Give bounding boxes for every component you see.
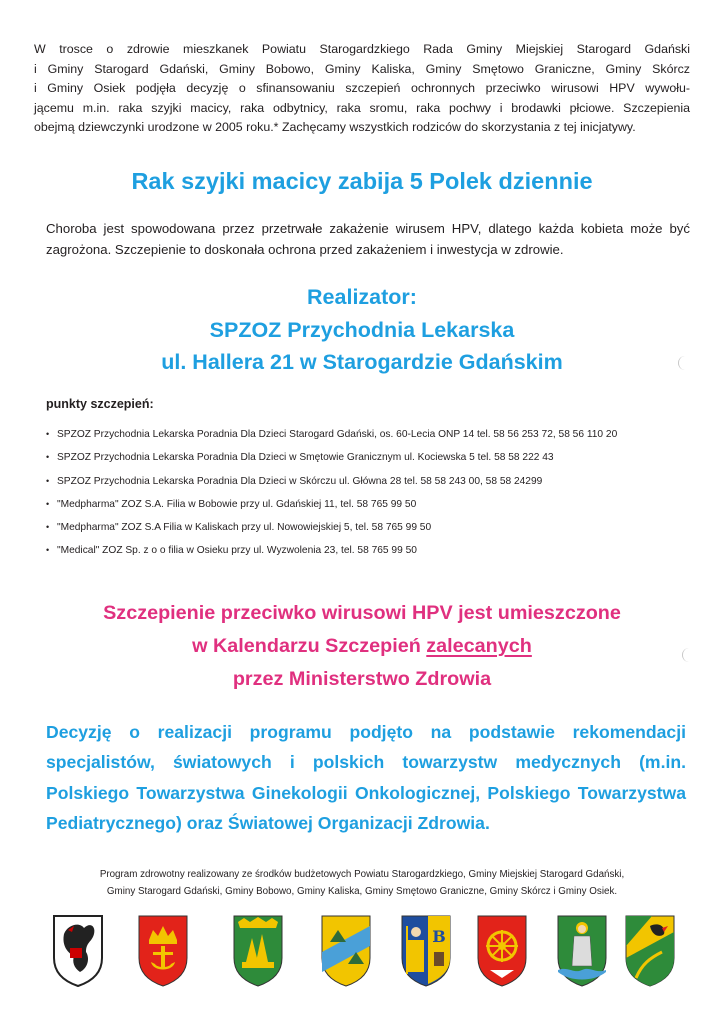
points-list xyxy=(46,423,696,563)
list-item: • SPZOZ Przychodnia Lekarska Poradnia Dla Dzieci w Skórczu ul. Główna 28 tel. 58 58 243 00, 58 58 24299 xyxy=(46,470,696,493)
points-title: punkty szczepień: xyxy=(46,397,154,411)
pink-line-2 xyxy=(0,630,724,663)
svg-text:B: B xyxy=(432,927,446,946)
punch-hole-mark xyxy=(682,648,693,662)
list-item: • SPZOZ Przychodnia Lekarska Poradnia Dla Dzieci w Smętowie Granicznym ul. Kociewska 5 tel. 58 58 222 43 xyxy=(46,446,696,469)
pink-line-2-text: w Kalendarzu Szczepień xyxy=(192,635,427,657)
saint-crest-icon xyxy=(554,912,610,988)
footer-line: Gminy Starogard Gdański, Gminy Bobowo, Gminy Kaliska, Gminy Smętowo Graniczne, Gminy Skórcz i Gminy Osiek. xyxy=(106,885,618,897)
realizator-block xyxy=(0,281,724,379)
intro-line: obejmą dziewczynki urodzone w 2005 roku.* Zachęcamy wszystkich rodziców do skorzystania z tej inicjatywy. xyxy=(34,120,636,135)
punch-hole-mark xyxy=(678,356,689,370)
recommended-underlined: zalecanych xyxy=(426,635,532,657)
funding-footer xyxy=(20,867,704,900)
vaccination-calendar-note xyxy=(0,597,724,696)
realizator-label: Realizator: xyxy=(307,285,417,309)
bishop-crest-icon xyxy=(398,912,454,988)
decision-paragraph: Decyzję o realizacji programu podjęto na podstawie rekomendacji specjalistów, światowych i polskich towarzystw medycznych (m.in. Polskiego Towarzystwa Ginekologii Onkologicznej, Polskiego Towarzystwa Pediatrycznego) oraz Światowej Organizacji Zdrowia. xyxy=(46,722,686,833)
griffin-crest-icon xyxy=(50,912,106,988)
fir-trees-crest-icon xyxy=(318,912,374,988)
list-item: • "Medical" ZOZ Sp. z o o filia w Osieku przy ul. Wyzwolenia 23, tel. 58 765 99 50 xyxy=(46,539,696,562)
intro-line: i Gminy Starogard Gdański, Gminy Bobowo, Gminy Kaliska, Gminy Smętowo Graniczne, Gminy Skórcz xyxy=(34,61,690,76)
realizator-name: SPZOZ Przychodnia Lekarska xyxy=(209,317,515,342)
realizator-address: ul. Hallera 21 w Starogardzie Gdańskim xyxy=(161,350,563,374)
intro-line: W trosce o zdrowie mieszkanek Powiatu Starogardzkiego Rada Gminy Miejskiej Starogard Gdański xyxy=(34,42,690,56)
intro-line: i Gminy Osiek podjęła decyzję o sfinansowaniu szczepień ochronnych przeciwko wirusowi HPV wywołu- xyxy=(34,81,690,96)
list-item: • "Medpharma" ZOZ S.A Filia w Kaliskach przy ul. Nowowiejskiej 5, tel. 58 765 99 50 xyxy=(46,516,696,539)
list-item: • SPZOZ Przychodnia Lekarska Poradnia Dla Dzieci Starogard Gdański, os. 60-Lecia ONP 14 tel. 58 56 253 72, 58 56 110 20 xyxy=(46,423,696,446)
crests-row xyxy=(0,912,724,1012)
cause-paragraph: Choroba jest spowodowana przez przetrwałe zakażenie wirusem HPV, dlatego każda kobieta może być zagrożona. Szczepienie to doskonała ochrona przed zakażeniem i inwestycja w zdrowie. xyxy=(46,221,690,257)
intro-paragraph xyxy=(34,40,690,138)
pink-line-1: Szczepienie przeciwko wirusowi HPV jest umieszczone xyxy=(103,602,621,624)
trees-crest-icon xyxy=(230,912,286,988)
pink-line-3: przez Ministerstwo Zdrowia xyxy=(232,668,492,690)
bird-wheat-crest-icon xyxy=(622,912,678,988)
wheel-crest-icon xyxy=(474,912,530,988)
footer-line: Program zdrowotny realizowany ze środków budżetowych Powiatu Starogardzkiego, Gminy Miejskiej Starogard Gdański, xyxy=(99,869,625,880)
list-item: • "Medpharma" ZOZ S.A. Filia w Bobowie przy ul. Gdańskiej 11, tel. 58 765 99 50 xyxy=(46,493,696,516)
crown-anchor-crest-icon xyxy=(135,912,191,988)
intro-line: jącemu m.in. raka szyjki macicy, raka odbytnicy, raka sromu, raka pochwy i brodawki płciowe. Szczepienia xyxy=(34,100,690,115)
headline: Rak szyjki macicy zabija 5 Polek dziennie xyxy=(131,168,593,194)
